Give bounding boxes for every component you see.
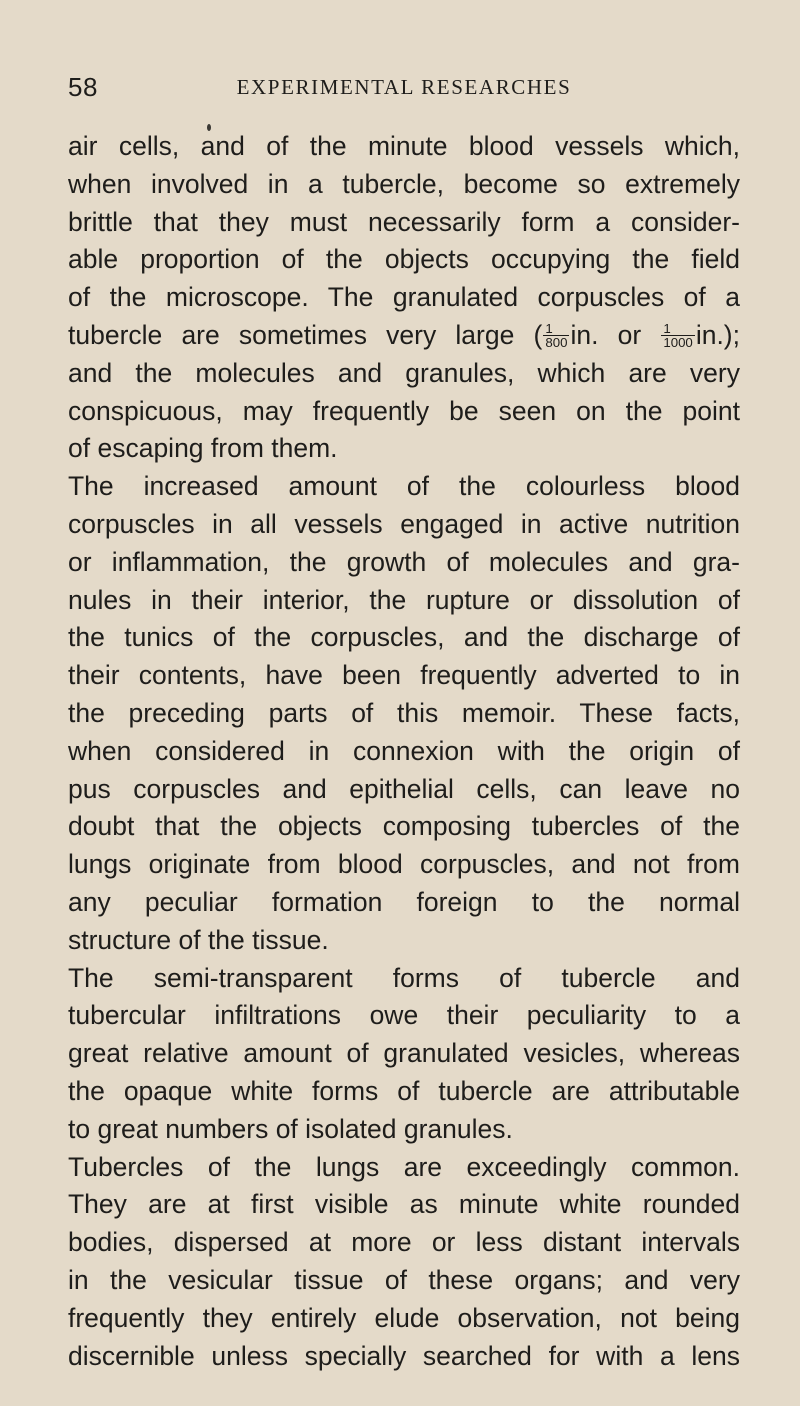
page-number: 58 — [68, 72, 98, 102]
text-line-14: the tunics of the corpuscles, and the discharge of — [68, 622, 740, 653]
body-text — [68, 128, 740, 1375]
text-line-24: tubercular infiltrations owe their peculiarity to a — [68, 1000, 740, 1031]
text-line-20: lungs originate from blood corpuscles, and not from — [68, 849, 740, 880]
text-line-4: able proportion of the objects occupying the field — [68, 244, 740, 275]
text-line-28: Tubercles of the lungs are exceedingly common. — [68, 1151, 740, 1182]
text-line-6-middle: in. or — [570, 319, 661, 350]
fraction-b-denominator: 1000 — [663, 335, 693, 351]
text-line-5: of the microscope. The granulated corpuscles of a — [68, 282, 740, 313]
text-line-6-with-fractions — [68, 317, 740, 355]
text-line-15: their contents, have been frequently adverted to in — [68, 660, 740, 691]
text-line-10: The increased amount of the colourless blood — [68, 471, 740, 502]
fraction-one-eight-hundredth — [543, 322, 569, 350]
text-line-31: in the vesicular tissue of these organs; and very — [68, 1264, 740, 1295]
text-line-18: pus corpuscles and epithelial cells, can leave no — [68, 773, 740, 804]
text-line-25: great relative amount of granulated vesicles, whereas — [68, 1038, 740, 1069]
text-line-8: conspicuous, may frequently be seen on the point — [68, 395, 740, 426]
text-line-13: nules in their interior, the rupture or dissolution of — [68, 584, 740, 615]
text-line-2: when involved in a tubercle, become so extremely — [68, 168, 740, 199]
text-line-16: the preceding parts of this memoir. These facts, — [68, 697, 740, 728]
text-line-33: discernible unless specially searched for with a lens — [68, 1340, 740, 1371]
text-line-23: The semi-transparent forms of tubercle and — [68, 962, 740, 993]
text-line-9: of escaping from them. — [68, 433, 338, 464]
fraction-a-denominator: 800 — [545, 335, 568, 351]
text-line-21: any peculiar formation foreign to the normal — [68, 886, 740, 917]
text-line-32: frequently they entirely elude observation, not being — [68, 1302, 740, 1333]
page-header — [68, 70, 740, 104]
fraction-a-numerator: 1 — [545, 321, 553, 337]
text-line-30: bodies, dispersed at more or less distant intervals — [68, 1227, 740, 1258]
text-line-12: or inflammation, the growth of molecules and gra- — [68, 546, 740, 577]
text-line-3: brittle that they must necessarily form a consider- — [68, 206, 740, 237]
text-line-19: doubt that the objects composing tubercles of the — [68, 811, 740, 842]
text-line-29: They are at first visible as minute white rounded — [68, 1189, 740, 1220]
text-line-7: and the molecules and granules, which are very — [68, 357, 740, 388]
fraction-one-thousandth — [661, 322, 694, 350]
text-line-26: the opaque white forms of tubercle are attributable — [68, 1075, 740, 1106]
text-line-6-end: in.); — [695, 319, 740, 350]
text-line-22: structure of the tissue. — [68, 924, 329, 955]
running-head: EXPERIMENTAL RESEARCHES — [236, 75, 572, 99]
text-line-27: to great numbers of isolated granules. — [68, 1113, 513, 1144]
text-line-1: air cells, and of the minute blood vessels which, — [68, 131, 740, 161]
text-line-6-start: tubercle are sometimes very large ( — [68, 319, 543, 350]
text-line-17: when considered in connexion with the origin of — [68, 735, 740, 766]
fraction-b-numerator: 1 — [663, 321, 671, 337]
text-line-11: corpuscles in all vessels engaged in active nutrition — [68, 508, 740, 539]
